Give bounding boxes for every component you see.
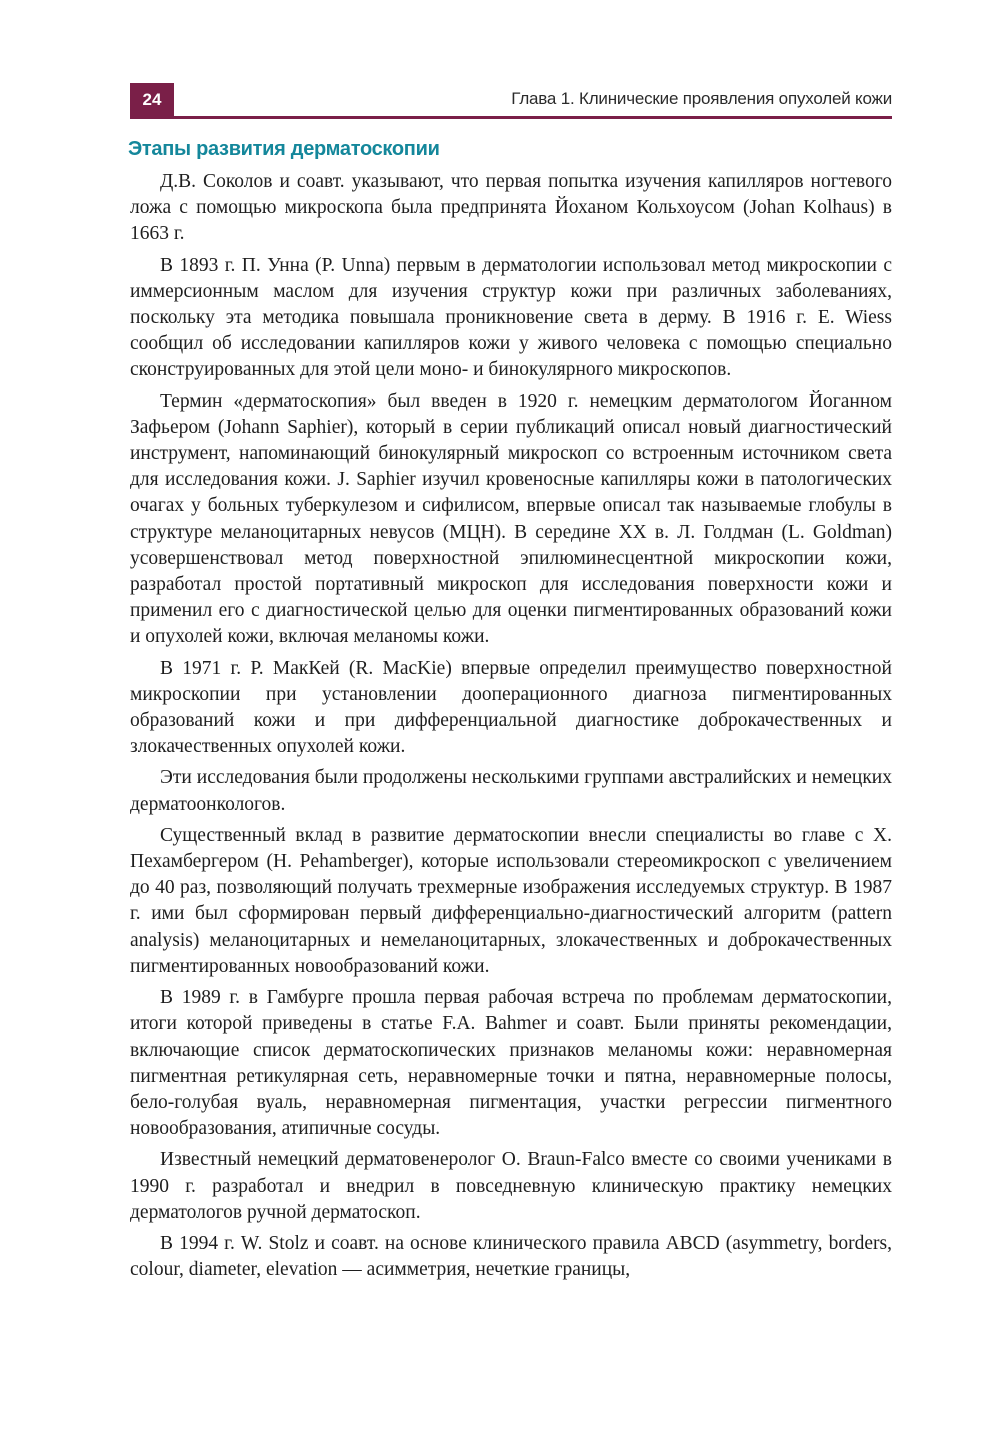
page-number: 24 [130, 83, 174, 116]
paragraph: Термин «дерматоскопия» был введен в 1920 г. немецким дерматологом Йоганном Зафьером (Johann Saphier), который в серии публикаций описал новый диагностический инструмент, напоминающий бинокулярный микроскоп со встроенным источником света для исследования кожи. J. Saphier изучил кровеносные капилляры кожи в патологических очагах у больных туберкулезом и сифилисом, впервые описал так называемые глобулы в структуре меланоцитарных невусов (МЦН). В середине XX в. Л. Голдман (L. Goldman) усовершенствовал метод поверхностной эпилюминесцентной микроскопии кожи, разработал простой портативный микроскоп для исследования поверхности кожи и применил его с диагностической целью для оценки пигментированных образований кожи и опухолей кожи, включая меланомы кожи. [130, 390, 892, 648]
paragraph: В 1893 г. П. Унна (P. Unna) первым в дерматологии использовал метод микроскопии с иммерсионным маслом для изучения структур кожи при различных заболеваниях, поскольку эта методика повышала проникновение света в дерму. В 1916 г. E. Wiess сообщил об исследовании капилляров кожи у живого человека с помощью специально сконструированных для этой цели моно- и бинокулярного микроскопов. [130, 254, 892, 381]
paragraph: В 1989 г. в Гамбурге прошла первая рабочая встреча по проблемам дерматоскопии, итоги которой приведены в статье F.A. Bahmer и соавт. Были приняты рекомендации, включающие список дерматоскопических признаков меланомы кожи: неравномерная пигментная ретикулярная сеть, неравномерные точки и пятна, неравномерные полосы, бело-голубая вуаль, неравномерная пигментация, участки регрессии пигментного новообразования, атипичные сосуды. [130, 987, 892, 1140]
running-head: Глава 1. Клинические проявления опухолей кожи [511, 89, 892, 108]
section-heading: Этапы развития дерматоскопии [128, 138, 440, 160]
page-header [130, 83, 892, 119]
paragraph: Д.В. Соколов и соавт. указывают, что первая попытка изучения капилляров ногтевого ложа с помощью микроскопа была предпринята Йоханом Кольхоусом (Johan Kolhaus) в 1663 г. [130, 171, 892, 245]
paragraph: Известный немецкий дерматовенеролог O. Braun-Falco вместе со своими учениками в 1990 г. разработал и внедрил в повседневную клиническую практику немецких дерматологов ручной дерматоскоп. [130, 1149, 892, 1223]
body-text [130, 169, 892, 1288]
paragraph: В 1971 г. Р. МакКей (R. MacKie) впервые определил преимущество поверхностной микроскопии при установлении дооперационного диагноза пигментированных образований кожи и при дифференциальной диагностике доброкачественных и злокачественных опухолей кожи. [130, 657, 892, 758]
paragraph: В 1994 г. W. Stolz и соавт. на основе клинического правила ABCD (asymmetry, borders, colour, diameter, elevation — асимметрия, нечеткие границы, [130, 1232, 892, 1281]
paragraph: Эти исследования были продолжены несколькими группами австралийских и немецких дерматоонкологов. [130, 767, 892, 815]
paragraph: Существенный вклад в развитие дерматоскопии внесли специалисты во главе с Х. Пехамбергером (H. Pehamberger), которые использовали стереомикроскоп с увеличением до 40 раз, позволяющий получать трехмерные изображения исследуемых структур. В 1987 г. ими был сформирован первый дифференциально-диагностический алгоритм (pattern analysis) меланоцитарных и немеланоцитарных, злокачественных и доброкачественных пигментированных новообразований кожи. [130, 824, 892, 977]
